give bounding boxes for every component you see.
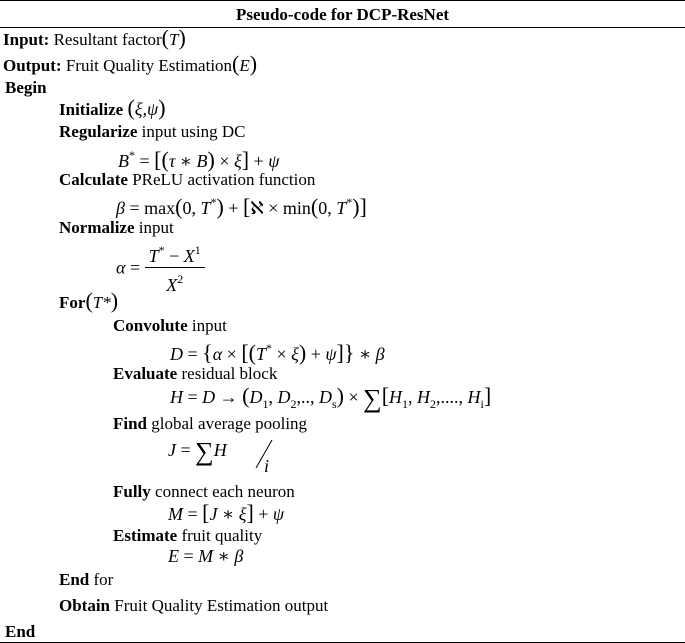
convolute-text: input [187,316,227,335]
pooling-equation: J = ∑H i [168,440,227,480]
output-text: Fruit Quality Estimation [65,56,233,75]
end-keyword: End [5,622,36,641]
input-text: Resultant factor [53,30,162,49]
normalize-equation: α = $\frac{T^* - X^1}{X^2}$ [116,240,205,295]
input-label: Input: [3,30,50,49]
normalize-keyword: Normalize [59,218,135,237]
output-line: Output: Fruit Quality Estimation(E) [3,51,258,76]
regularize-keyword: Regularize [59,122,138,141]
evaluate-line [113,364,277,384]
calculate-keyword: Calculate [59,170,128,189]
find-line [113,414,307,434]
top-rule [0,0,685,1]
obtain-line [59,596,328,616]
estimate-line [113,526,262,546]
page-title: Pseudo-code for DCP-ResNet [235,5,450,24]
initialize-line: Initialize (ξ,ψ) [59,95,166,120]
fully-text: connect each neuron [150,482,295,501]
for-line: For(T*) [59,288,119,313]
normalize-line [59,218,174,238]
evaluate-text: residual block [177,364,278,383]
output-label: Output: [3,56,62,75]
convolute-equation: D = {α × [(T* × ξ) + ψ]} ∗ β [170,340,385,365]
calculate-line [59,170,315,190]
for-keyword: For [59,293,86,312]
prelu-equation: β = max(0, T*) + [ℵ × min(0, T*)] [116,194,367,219]
input-symbol: T [169,30,179,49]
regularize-equation: B* = [(τ ∗ B) × ξ] + ψ [118,147,280,172]
end-for-line [59,570,113,590]
evaluate-keyword: Evaluate [113,364,178,383]
fully-line [113,482,295,502]
regularize-line [59,122,246,142]
end-for-text: for [89,570,114,589]
estimate-equation: E = M ∗ β [168,546,244,566]
convolute-keyword: Convolute [113,316,188,335]
normalize-text: input [134,218,174,237]
fully-keyword: Fully [113,482,151,501]
obtain-text: Fruit Quality Estimation output [110,596,329,615]
initialize-keyword: Initialize [59,100,124,119]
output-symbol: E [239,56,250,75]
initialize-args: ξ,ψ [134,99,159,119]
calculate-text: PReLU activation function [127,170,316,189]
fully-equation: M = [J ∗ ξ] + ψ [168,500,285,525]
residual-equation: $H = D \to (D_1$, $D_2$,.., $D_s) \times \sum[H_1$, $H_2$,...., $H_i$] [170,383,492,413]
end-for-keyword: End [59,570,90,589]
estimate-text: fruit quality [177,526,263,545]
begin-keyword: Begin [5,78,47,97]
obtain-keyword: Obtain [59,596,111,615]
input-line: Input: Resultant factor(T) [3,25,186,50]
estimate-keyword: Estimate [113,526,178,545]
find-keyword: Find [113,414,148,433]
find-text: global average pooling [147,414,308,433]
for-arg: T* [92,293,111,312]
convolute-line [113,316,227,336]
regularize-text: input using DC [137,122,246,141]
